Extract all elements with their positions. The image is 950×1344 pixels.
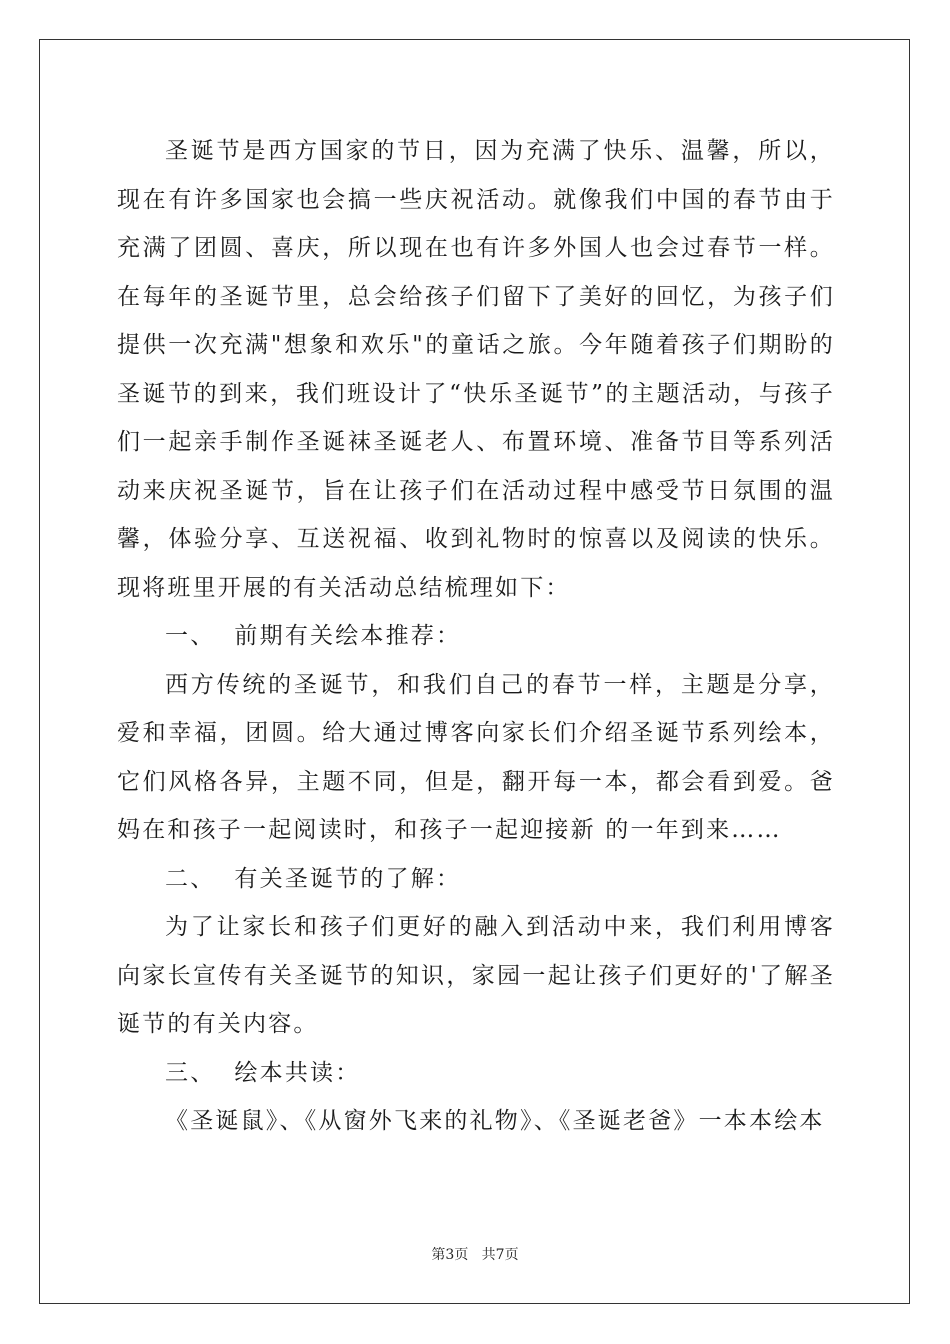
section-heading-1: 一、 前期有关绘本推荐：	[165, 623, 462, 649]
paragraph-christmas-knowledge: 为了让家长和孩子们更好的融入到活动中来，我们利用博客向家长宣传有关圣诞节的知识，家园一起让孩子们更好的'了解圣诞节的有关内容。	[117, 914, 835, 1037]
section-heading-2: 二、 有关圣诞节的了解：	[165, 865, 462, 892]
paragraph-intro: 圣诞节是西方国家的节日，因为充满了快乐、温馨，所以，现在有许多国家也会搞一些庆祝活动。就像我们中国的春节由于充满了团圆、喜庆，所以现在也有许多外国人也会过春节一样。在每年的圣诞节里，总会给孩子们留下了美好的回忆，为孩子们提供一次充满"想象和欢乐"的童话之旅。今年随着孩子们期盼的圣诞节的到来，我们班设计了“快乐圣诞节”的主题活动，与孩子们一起亲手制作圣诞袜圣诞老人、布置环境、准备节目等系列活动来庆祝圣诞节，旨在让孩子们在活动过程中感受节日氛围的温馨，体验分享、互送祝福、收到礼物时的惊喜以及阅读的快乐。现将班里开展的有关活动总结梳理如下：	[117, 138, 835, 601]
paragraph-picture-books: 西方传统的圣诞节，和我们自己的春节一样，主题是分享，爱和幸福，团圆。给大通过博客向家长们介绍圣诞节系列绘本，它们风格各异，主题不同，但是，翻开每一本，都会看到爱。爸妈在和孩子一起阅读时，和孩子一起迎接新 的一年到来……	[117, 671, 835, 843]
paragraph-shared-reading: 《圣诞鼠》、《从窗外飞来的礼物》、《圣诞老爸》一本本绘本	[165, 1108, 825, 1134]
section-heading-3: 三、 绘本共读：	[165, 1059, 361, 1086]
document-body	[117, 127, 835, 1146]
page-number-footer: 第3页 共7页	[431, 1247, 519, 1263]
